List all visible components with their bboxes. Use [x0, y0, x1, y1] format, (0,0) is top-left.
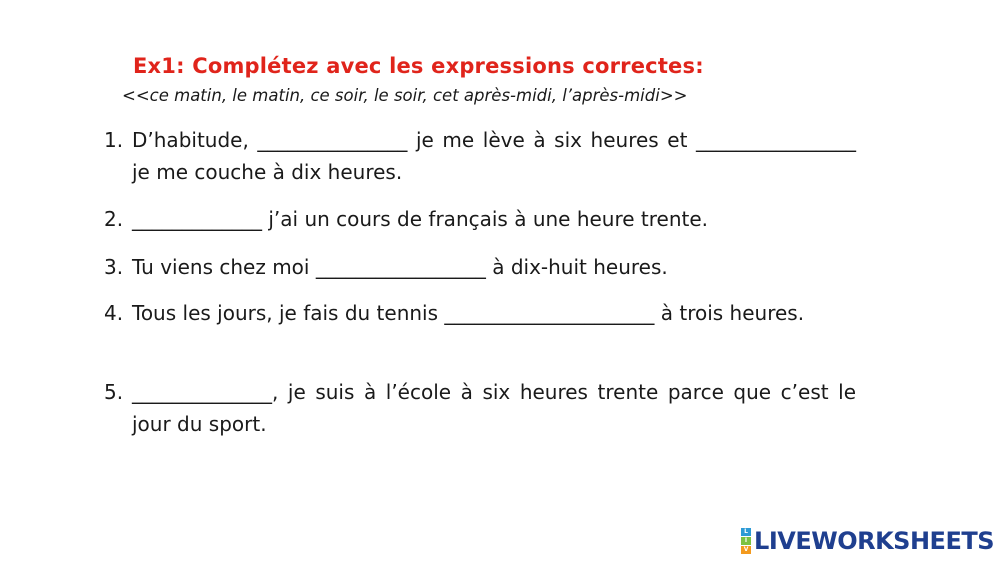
exercise-item-3 [104, 251, 856, 283]
text-segment: Tous les jours, je fais du tennis [132, 301, 439, 325]
text-segment: je me lève à six heures et [415, 128, 688, 152]
answer-blank[interactable]: _____________ [132, 207, 262, 231]
expression-list: <<ce matin, le matin, ce soir, le soir, cet après-midi, l’après-midi>> [122, 86, 688, 105]
exercise-item-2 [104, 203, 856, 235]
exercise-item-5 [104, 376, 863, 440]
text-segment: Tu viens chez moi [132, 255, 310, 279]
item-number: 2. [104, 207, 124, 231]
logo-square: I [741, 537, 751, 545]
exercise-item-1 [104, 124, 856, 188]
answer-blank[interactable]: ______________, [132, 380, 279, 404]
item-number: 3. [104, 255, 124, 279]
item-text [132, 376, 863, 440]
item-text [132, 203, 856, 235]
text-segment: à trois heures. [660, 301, 805, 325]
text-segment: je suis à l’école à six heures trente parce que c’est le jour du sport. [132, 380, 863, 436]
liveworksheets-logo[interactable] [741, 526, 994, 556]
logo-square: L [741, 528, 751, 536]
text-segment: j’ai un cours de français à une heure trente. [268, 207, 709, 231]
item-number: 4. [104, 301, 124, 325]
logo-squares-icon [741, 528, 751, 554]
item-text [132, 251, 856, 283]
exercise-item-4 [104, 297, 856, 329]
answer-blank[interactable]: _______________ [257, 128, 408, 152]
answer-blank[interactable]: _________________ [315, 255, 486, 279]
item-text [132, 297, 856, 329]
exercise-title: Ex1: Complétez avec les expressions correctes: [133, 54, 704, 78]
logo-text [754, 527, 994, 555]
item-number: 1. [104, 128, 124, 152]
item-number: 5. [104, 380, 124, 404]
text-segment: D’habitude, [132, 128, 249, 152]
logo-wordmark: LIVEWORKSHEETS [754, 527, 994, 555]
item-text [132, 124, 856, 188]
text-segment: à dix-huit heures. [492, 255, 668, 279]
logo-square: V [741, 546, 751, 554]
answer-blank[interactable]: _____________________ [444, 301, 655, 325]
text-segment: je me couche à dix heures. [132, 160, 403, 184]
answer-blank[interactable]: ________________ [696, 128, 857, 152]
